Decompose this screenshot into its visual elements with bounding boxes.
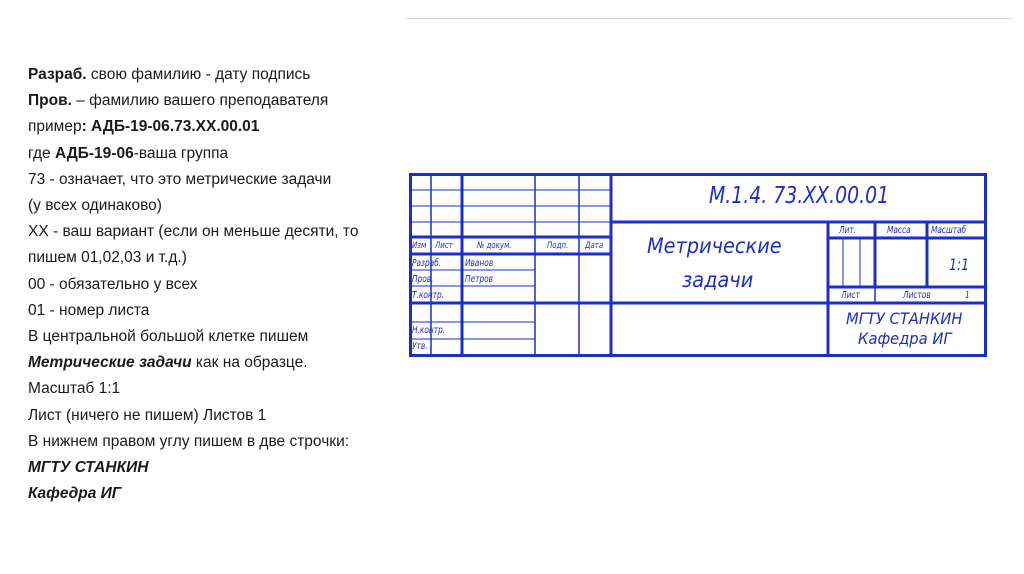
instruction-line: Масштаб 1:1 — [28, 380, 121, 398]
header-izm: Изм — [412, 241, 427, 251]
label-tkontr: Т.контр. — [412, 290, 445, 301]
name-razrab: Иванов — [465, 258, 494, 269]
instruction-line: В центральной большой клетке пишем — [28, 328, 309, 346]
line-text: пример — [28, 118, 82, 136]
instruction-line — [28, 114, 408, 140]
document-title-line1: Метрические — [647, 234, 782, 258]
sheet-label: Лист — [841, 290, 860, 301]
scale-value: 1:1 — [949, 255, 970, 274]
label-nkontr: Н.контр. — [412, 325, 446, 336]
instruction-line — [28, 88, 408, 114]
line-text: -ваша группа — [133, 144, 229, 162]
sheets-value: 1 — [965, 290, 970, 301]
mass-label: Масса — [887, 225, 911, 236]
name-prov: Петров — [465, 274, 494, 285]
header-date: Дата — [585, 241, 604, 251]
bold-term: : АДБ-19-06.73.ХХ.00.01 — [81, 118, 260, 136]
instruction-line: МГТУ СТАНКИН — [28, 459, 149, 477]
org-name: МГТУ СТАНКИН — [846, 309, 963, 328]
title-block — [409, 173, 987, 357]
document-title-line2: задачи — [682, 268, 754, 292]
sheets-label: Листов — [903, 290, 931, 301]
instructions-text — [28, 62, 408, 507]
label-prov: Пров. — [412, 274, 434, 285]
instruction-line — [28, 141, 408, 167]
instruction-line: Кафедра ИГ — [28, 485, 122, 503]
instruction-line: пишем 01,02,03 и т.д.) — [28, 249, 187, 267]
instruction-line: В нижнем правом углу пишем в две строчки: — [28, 432, 350, 450]
bold-term: Пров. — [28, 92, 72, 110]
designation-code: М.1.4. 73.ХХ.00.01 — [709, 183, 890, 209]
instruction-line: 01 - номер листа — [28, 301, 150, 319]
top-divider — [405, 18, 1012, 19]
label-razrab: Разраб. — [412, 258, 442, 269]
line-text: – фамилию вашего преподавателя — [71, 92, 329, 110]
header-list: Лист — [435, 241, 453, 251]
department-name: Кафедра ИГ — [858, 329, 952, 348]
instruction-line — [28, 62, 408, 88]
instruction-line: (у всех одинаково) — [28, 197, 162, 215]
bold-term: Разраб. — [28, 66, 87, 83]
scale-label: Масштаб — [931, 225, 967, 236]
lit-label: Лит. — [839, 225, 857, 236]
label-utv: Утв. — [412, 341, 428, 352]
instruction-line: ХХ - ваш вариант (если он меньше десяти, то — [28, 223, 359, 241]
instruction-line — [28, 350, 408, 376]
bold-italic-term: Метрические задачи — [28, 354, 192, 372]
header-sign: Подп. — [547, 241, 569, 251]
line-text: где — [28, 144, 55, 162]
instruction-line: Лист (ничего не пишем) Листов 1 — [28, 406, 267, 424]
bold-term: АДБ-19-06 — [54, 144, 134, 162]
header-doc-no: № докум. — [477, 241, 512, 251]
instruction-line: 00 - обязательно у всех — [28, 275, 198, 293]
line-text: свою фамилию - дату подпись — [86, 66, 311, 83]
line-text: как на образце. — [191, 354, 308, 372]
instruction-line: 73 - означает, что это метрические задачи — [28, 170, 332, 188]
